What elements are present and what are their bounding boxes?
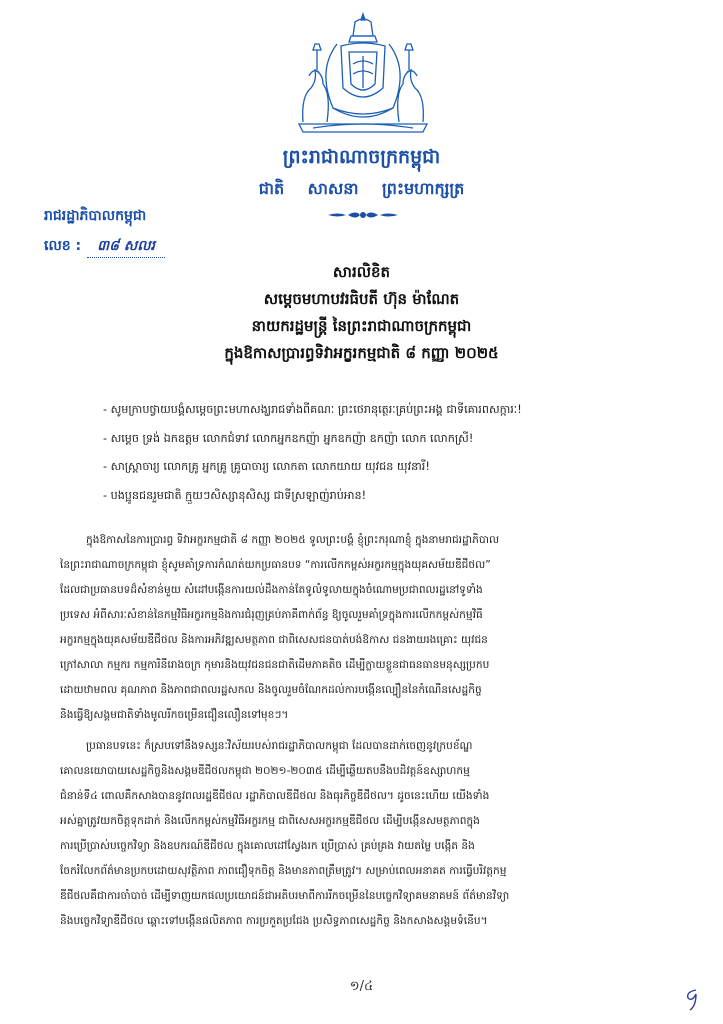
author-name: សម្តេចមហាបវរធិបតី ហ៊ុន ម៉ាណែត [263,290,460,308]
body-paragraph-2 [60,734,682,934]
handwritten-initial-icon [682,986,702,1012]
page-number: ១/៤ [349,979,374,994]
paragraph-line: ប្រធានបទនេះ ក៏ស្របទៅនឹងទស្សនៈវិស័យរបស់រាជរដ្ឋាភិបាលកម្ពុជា ដែលបានដាក់ចេញនូវក្របខ័ណ្ឌ [86,740,473,752]
author-title: នាយករដ្ឋមន្ត្រី នៃព្រះរាជាណាចក្រកម្ពុជា [251,317,472,335]
reference-label: លេខ : [44,238,82,254]
paragraph-line: ក្រៅសាលា កម្មករ កម្មការិនីរោងចក្រ កុមារនិងយុវជនជនជាតិដើមភាគតិច ដើម្បីក្លាយខ្លួនជាធនធានមនុស្សប្រកប [60,659,490,671]
paragraph-line: និងធ្វើឱ្យសង្គមជាតិទាំងមូលរីកចម្រើនជឿនលឿនទៅមុខៗ។ [60,709,289,721]
paragraph-line: និងបច្ចេកវិទ្យាឌីជីថល ឆ្ពោះទៅបង្កើនផលិតភាព ការប្រកួតប្រជែង ប្រសិទ្ធភាពសេដ្ឋកិច្ច និងកសាងសង្គមទំនើប។ [60,915,488,927]
paragraph-line: អស់គ្នាត្រូវយកចិត្តទុកដាក់ និងលើកកម្ពស់កម្មវិធីអក្ខរកម្ម ជាពិសេសអក្ខរកម្មឌីជីថល ដើម្បីបង្កើនសមត្ថភាពក្នុង [60,815,480,827]
paragraph-line: នៃព្រះរាជាណាចក្រកម្ពុជា ខ្ញុំសូមគាំទ្រការកំណត់យកប្រធានបទ “ការលើកកម្ពស់អក្ខរកម្មក្នុងយុគសម័យឌីជីថល” [60,559,491,571]
reference-number: ៣៨ សលរ [87,236,165,258]
paragraph-line: ក្នុងឱកាសនៃការប្រារព្ធ ទិវាអក្ខរកម្មជាតិ ៨ កញ្ញា ២០២៥ ទូលព្រះបង្គំ ខ្ញុំព្រះករុណាខ្ញុំ ក្នុងនាមរាជរដ្ឋាភិបាល [86,534,500,546]
salutation-list [103,396,683,510]
paragraph-line: ឌីជីថលគឺជាការចាំបាច់ ដើម្បីទាញយកផលប្រយោជន៍ជាអតិបរមាពីការរីកចម្រើននៃបច្ចេកវិទ្យាគមនាគមន៍ ព័ត៌មានវិទ្យា [60,890,510,902]
body-paragraph-1 [60,528,682,728]
reference-line [44,236,165,258]
salutation-item: - បងប្អូនជនរួមជាតិ ក្មួយៗសិស្សានុសិស្ស ជាទីស្រឡាញ់រាប់អាន! [103,488,367,502]
salutation-item: - សម្តេច ទ្រង់ ឯកឧត្តម លោកជំទាវ លោកអ្នកឧកញ៉ា អ្នកឧកញ៉ា ឧកញ៉ា លោក លោកស្រី! [103,431,474,445]
ornament-divider-icon [318,207,408,221]
issuing-office: រាជរដ្ឋាភិបាលកម្ពុជា [44,208,147,224]
occasion-line: ក្នុងឱកាសប្រារព្ធទិវាអក្ខរកម្មជាតិ ៨ កញ្ញា ២០២៥ [224,344,499,362]
letter-type: សារលិខិត [332,263,391,281]
paragraph-line: ប្រទេស អំពីសារៈសំខាន់នៃកម្មវិធីអក្ខរកម្មនិងការជំរុញគ្រប់ភាគីពាក់ព័ន្ធ ឱ្យចូលរួមគាំទ្រក្នុងការលើកកម្ពស់កម្មវិធី [60,609,483,621]
paragraph-line: ចែករំលែកព័ត៌មានប្រកបដោយសុវត្ថិភាព ភាពជឿទុកចិត្ត និងមានភាពត្រឹមត្រូវ។ សម្រាប់ពេលអនាគត ការធ្វើបរិវត្តកម្ម [60,865,507,877]
paragraph-line: គោលនយោបាយសេដ្ឋកិច្ចនិងសង្គមឌីជីថលកម្ពុជា ២០២១-២០៣៥ ដើម្បីឆ្លើយតបនឹងបដិវត្តន៍ឧស្សាហកម្ម [60,765,470,777]
royal-emblem-icon [293,10,433,136]
paragraph-line: ការប្រើប្រាស់បច្ចេកវិទ្យា និងឧបករណ៍ឌីជីថល ក្នុងគោលដៅស្វែងរក ប្រើប្រាស់ គ្រប់គ្រង វាយតម្លៃ បង្កើត និង [60,840,475,852]
paragraph-line: ជំនាន់ទី៤ ពោលគឺកសាងបាននូវពលរដ្ឋឌីជីថល រដ្ឋាភិបាលឌីជីថល និងធុរកិច្ចឌីជីថល។ ដូចនេះហើយ យើងទាំង [60,790,490,802]
paragraph-line: ដែលជាប្រធានបទដ៏សំខាន់មួយ សំដៅបង្កើនការយល់ដឹងកាន់តែទូលំទូលាយក្នុងចំណោមប្រជាពលរដ្ឋនៅទូទាំង [60,584,483,596]
kingdom-title: ព្រះរាជាណាចក្រកម្ពុជា [282,146,441,168]
salutation-item: - សាស្ត្រាចារ្យ លោកគ្រូ អ្នកគ្រូ គ្រូបាចារ្យ លោកតា លោកយាយ យុវជន យុវនារី! [103,460,430,473]
paragraph-line: ដោយឋាមពល គុណភាព និងភាពជាពលរដ្ឋសកល និងចូលរួមចំណែកដល់ការបង្កើនល្បឿននៃកំណើនសេដ្ឋកិច្ច [60,684,482,696]
national-motto: ជាតិ សាសនា ព្រះមហាក្សត្រ [258,179,465,198]
salutation-item: - សូមក្រាបថ្វាយបង្គំសម្តេចព្រះមហាសង្ឃរាជទាំងពីគណៈ ព្រះថេរានុត្ថេរៈគ្រប់ព្រះអង្គ ជាទីគោរពសក្ការៈ! [103,403,522,416]
paragraph-line: អក្ខរកម្មក្នុងយុគសម័យឌីជីថល និងការអភិវឌ្ឍសមត្ថភាព ជាពិសេសជនបាត់បង់ឱកាស ជនងាយរងគ្រោះ យុវជន [60,634,488,646]
